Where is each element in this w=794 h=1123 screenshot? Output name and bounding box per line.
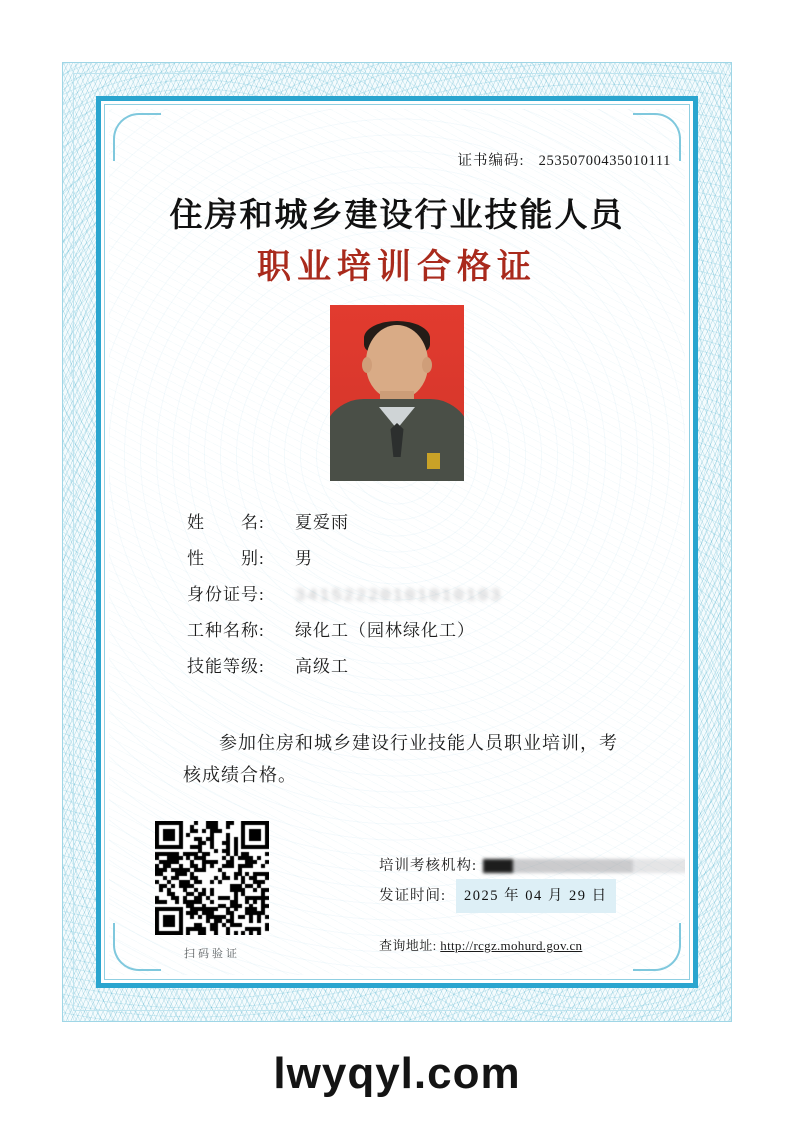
field-value-skill-level: 高级工 [295, 657, 349, 676]
field-row-occupation [187, 613, 502, 649]
corner-ornament-bottom-left [113, 923, 161, 971]
issuer-row [379, 851, 685, 881]
photo-head [366, 325, 428, 399]
certificate-number-label: 证书编码: [457, 153, 525, 169]
photo-ear-left [362, 357, 372, 373]
issue-date-value: 2025 年 04 月 29 日 [456, 879, 616, 913]
field-row-id-number [187, 577, 502, 613]
field-value-id-number: 34152220101010103 [295, 587, 503, 606]
certificate [62, 62, 732, 1022]
field-value-gender: 男 [295, 549, 313, 568]
query-address-label: 查询地址: [379, 938, 437, 953]
issue-date-label: 发证时间: [379, 888, 447, 904]
certificate-title-main: 住房和城乡建设行业技能人员 [169, 198, 625, 234]
site-watermark: lwyqyl.com [273, 1049, 521, 1098]
certificate-statement: 参加住房和城乡建设行业技能人员职业培训，考核成绩合格。 [183, 733, 618, 785]
photo-badge [427, 453, 440, 469]
certificate-number-value: 25350700435010111 [538, 153, 671, 169]
certificate-number [457, 149, 671, 170]
field-label-gender: 性 别: [187, 549, 265, 568]
field-value-name: 夏爱雨 [295, 513, 349, 532]
qr-code-caption: 扫码验证 [184, 948, 240, 960]
field-label-name: 姓 名: [187, 513, 265, 532]
issuer-label: 培训考核机构: [379, 858, 478, 874]
issuer-block [379, 851, 685, 911]
issue-date-row [379, 881, 685, 911]
field-row-gender [187, 541, 502, 577]
holder-photo [330, 305, 464, 481]
field-label-occupation: 工种名称: [187, 621, 265, 640]
corner-ornament-top-left [113, 113, 161, 161]
qr-code-canvas [155, 821, 269, 935]
issuer-value-redacted [483, 859, 685, 873]
holder-fields [187, 505, 502, 685]
photo-ear-right [422, 357, 432, 373]
field-value-occupation: 绿化工（园林绿化工） [295, 621, 475, 640]
field-label-skill-level: 技能等级: [187, 657, 265, 676]
query-address [379, 935, 582, 954]
query-address-url[interactable]: http://rcgz.mohurd.gov.cn [440, 938, 583, 953]
field-row-skill-level [187, 649, 502, 685]
field-label-id-number: 身份证号: [187, 585, 265, 604]
field-row-name [187, 505, 502, 541]
corner-ornament-bottom-right [633, 923, 681, 971]
certificate-title-sub: 职业培训合格证 [257, 249, 537, 286]
qr-code[interactable] [155, 821, 269, 935]
certificate-body [109, 109, 685, 975]
